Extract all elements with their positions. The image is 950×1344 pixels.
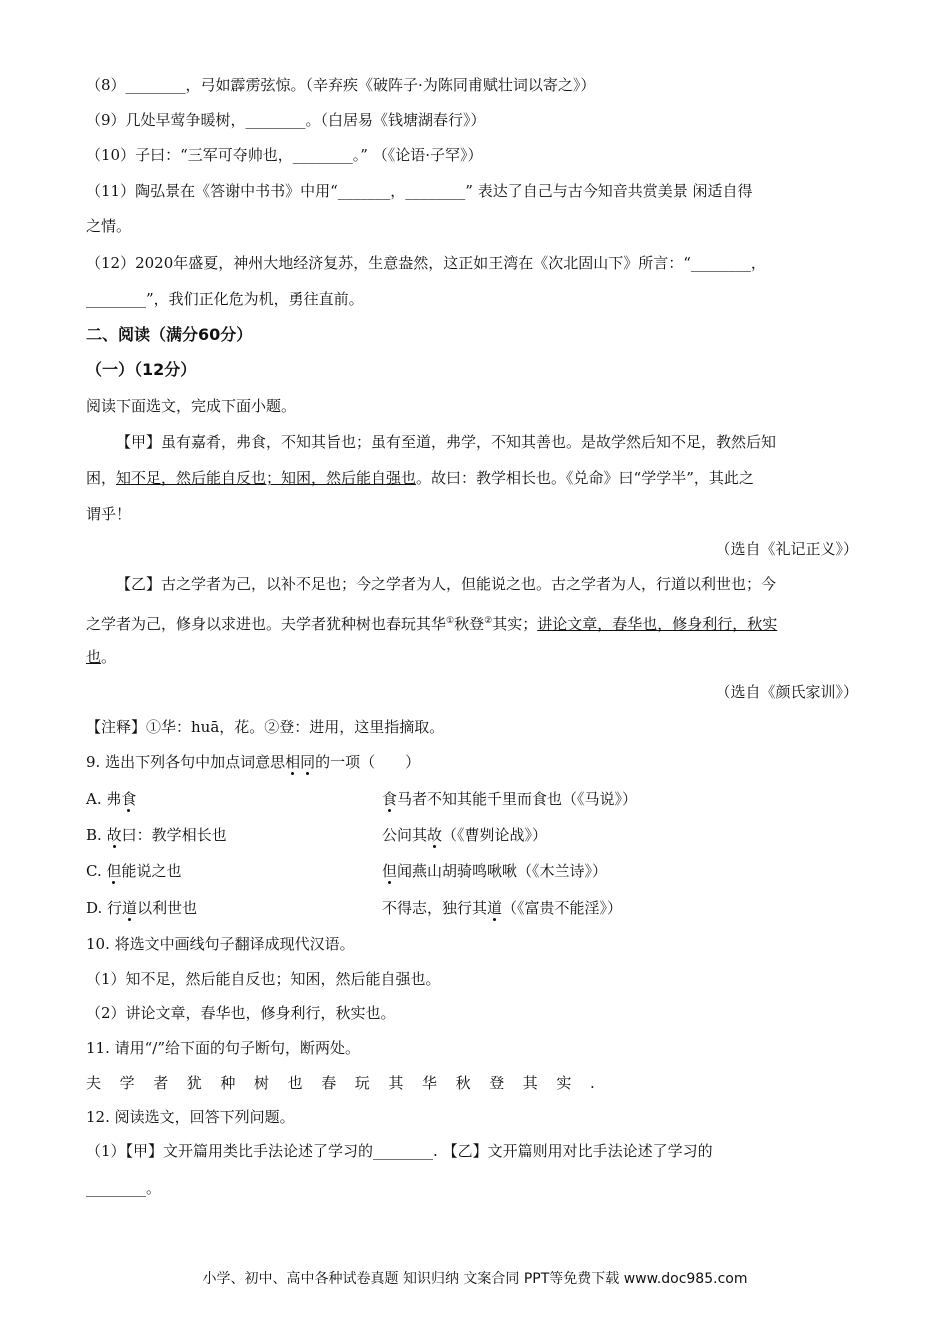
footer-text: 小学、初中、高中各种试卷真题 知识归纳 文案合同 PPT等免费下载 www.doc985.com — [202, 1271, 748, 1287]
dotted-char: 但 — [106, 862, 122, 880]
option-text: 曰：教学相长也 — [121, 826, 227, 844]
q9-option-d — [86, 897, 623, 919]
option-label: C. — [86, 862, 107, 880]
option-text: 以利世也 — [137, 899, 198, 917]
option-label: A. — [86, 790, 107, 808]
fill-q12-line1: （12）2020年盛夏，神州大地经济复苏，生意盎然，这正如王湾在《次北固山下》所言：“________， — [86, 254, 766, 272]
q9-option-b — [86, 824, 548, 846]
q10-stem: 10. 将选文中画线句子翻译成现代汉语。 — [86, 935, 355, 953]
subsection-title: （一）（12分） — [86, 360, 197, 379]
underlined-sentence-jia: 知不足，然后能自反也；知困，然后能自强也 — [116, 469, 417, 487]
fill-q12-line2: ________”，我们正化危为机，勇往直前。 — [86, 290, 364, 308]
q9-stem — [86, 751, 420, 773]
option-text: 马者不知其能千里而食也（《马说》） — [397, 790, 638, 808]
option-text: 行 — [107, 899, 123, 917]
q12-sub1-line2: ________。 — [86, 1179, 162, 1197]
q9-stem-text: 的一项（ ） — [315, 753, 421, 771]
note-marker-2: ② — [484, 616, 493, 626]
section-title: 二、阅读（满分60分） — [86, 325, 253, 344]
passage-jia-source: （选自《礼记正义》） — [715, 540, 858, 558]
option-text: （《富贵不能淫》） — [502, 899, 623, 917]
q9-stem-text: 9. 选出下列各句中加点词意思 — [86, 753, 286, 771]
option-label: B. — [86, 826, 107, 844]
dotted-char: 故 — [427, 826, 443, 844]
dotted-char: 道 — [487, 899, 503, 917]
passage-jia-line2 — [86, 467, 754, 489]
dotted-char: 同 — [300, 753, 316, 771]
passage-yi-text: 秋登 — [454, 615, 485, 633]
option-text: 闻燕山胡骑鸣啾啾（《木兰诗》） — [397, 862, 608, 880]
reading-intro: 阅读下面选文，完成下面小题。 — [86, 397, 297, 415]
passage-yi-text: 其实； — [492, 615, 538, 633]
option-text: 能说之也 — [121, 862, 182, 880]
q9-option-c — [86, 860, 608, 882]
fill-q8: （8）________，弓如霹雳弦惊。（辛弃疾《破阵子·为陈同甫赋壮词以寄之》） — [86, 76, 596, 94]
dotted-char: 食 — [382, 790, 398, 808]
dotted-char: 故 — [106, 826, 122, 844]
q11-sentence: 夫学者犹种树也春玩其华秋登其实. — [86, 1074, 614, 1092]
underlined-sentence-yi: 讲论文章，春华也，修身利行，秋实 — [537, 615, 778, 633]
passage-yi-line2 — [86, 610, 777, 635]
note-marker-1: ① — [446, 616, 455, 626]
underlined-sentence-yi-end: 也 — [86, 648, 102, 666]
option-text: （《曹刿论战》） — [442, 826, 548, 844]
option-text: 弗 — [106, 790, 122, 808]
fill-q10: （10）子曰：“三军可夺帅也，________。” （《论语·子罕》） — [86, 146, 483, 164]
option-text: 不得志，独行其 — [382, 899, 488, 917]
dotted-char: 道 — [122, 899, 138, 917]
q9-option-a — [86, 788, 638, 810]
fill-q9: （9）几处早莺争暖树，________。（白居易《钱塘湖春行》） — [86, 111, 486, 129]
annotation: 【注释】①华：huā，花。②登：进用，这里指摘取。 — [86, 718, 445, 736]
option-text: 公问其 — [382, 826, 428, 844]
passage-yi-source: （选自《颜氏家训》） — [715, 683, 858, 701]
dotted-char: 食 — [121, 790, 137, 808]
passage-jia-line1: 【甲】虽有嘉肴，弗食，不知其旨也；虽有至道，弗学，不知其善也。是故学然后知不足，教然后知 — [116, 433, 777, 451]
passage-jia-text: 困， — [86, 469, 117, 487]
passage-jia-text: 。故曰：教学相长也。《兑命》曰“学学半”，其此之 — [416, 469, 754, 487]
q10-sentence-2: （2）讲论文章，春华也，修身利行，秋实也。 — [86, 1004, 396, 1022]
passage-jia-line3: 谓乎！ — [86, 505, 132, 523]
q9-dotted-word — [285, 753, 315, 771]
q11-stem: 11. 请用“/”给下面的句子断句，断两处。 — [86, 1039, 361, 1057]
fill-q11-line2: 之情。 — [86, 217, 132, 235]
dotted-char: 相 — [285, 753, 301, 771]
passage-yi-line3 — [86, 646, 116, 668]
passage-yi-text: 之学者为己，修身以求进也。夫学者犹种树也春玩其华 — [86, 615, 447, 633]
option-label: D. — [86, 899, 108, 917]
dotted-char: 但 — [382, 862, 398, 880]
q12-stem: 12. 阅读选文，回答下列问题。 — [86, 1108, 295, 1126]
q10-sentence-1: （1）知不足，然后能自反也；知困，然后能自强也。 — [86, 970, 441, 988]
fill-q11-line1: （11）陶弘景在《答谢中书书》中用“_______，________” 表达了自己与古今知音共赏美景 闲适自得 — [86, 182, 753, 200]
passage-yi-text: 。 — [101, 648, 117, 666]
passage-yi-line1: 【乙】古之学者为己，以补不足也；今之学者为人，但能说之也。古之学者为人，行道以利世也；今 — [116, 575, 777, 593]
q12-sub1-line1: （1）【甲】文开篇用类比手法论述了学习的________. 【乙】文开篇则用对比手法论述了学习的 — [86, 1142, 713, 1160]
